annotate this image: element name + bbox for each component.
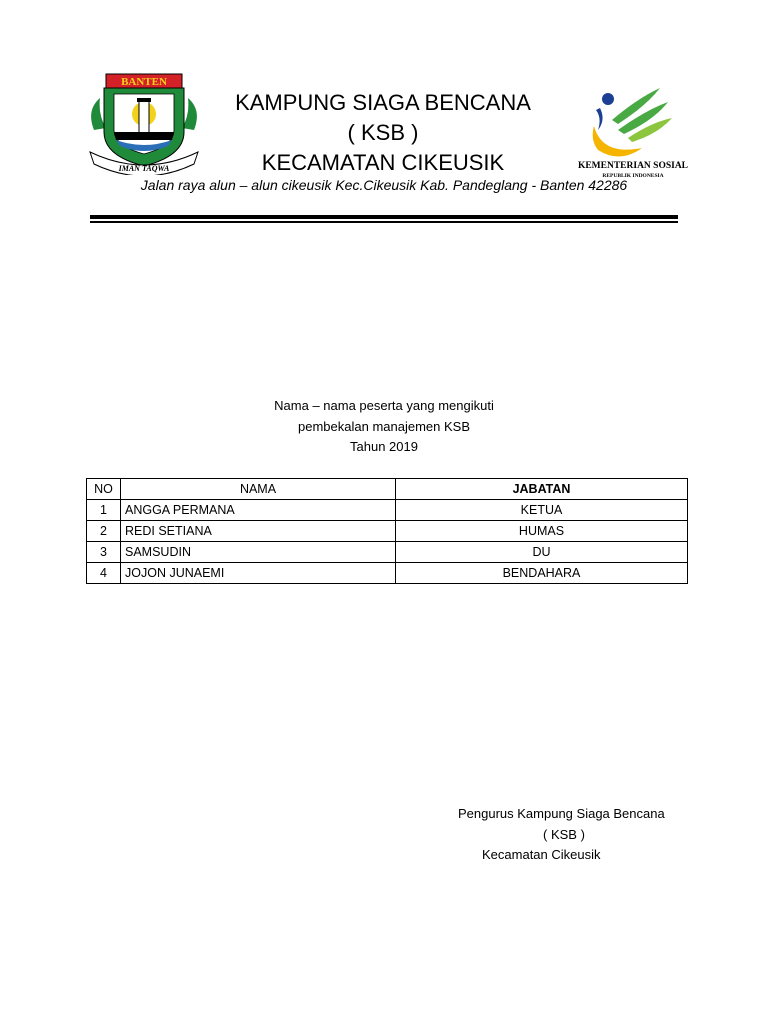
address-line: Jalan raya alun – alun cikeusik Kec.Cikeusik Kab. Pandeglang - Banten 42286 <box>140 177 628 193</box>
table-row <box>87 563 688 584</box>
header-divider-thin <box>90 221 678 223</box>
cell-no: 3 <box>87 542 121 563</box>
header-nama: NAMA <box>121 479 396 500</box>
table-row <box>87 542 688 563</box>
header-no: NO <box>87 479 121 500</box>
table-row <box>87 500 688 521</box>
cell-jabatan: KETUA <box>396 500 688 521</box>
cell-no: 2 <box>87 521 121 542</box>
cell-no: 1 <box>87 500 121 521</box>
title-line-3: KECAMATAN CIKEUSIK <box>261 150 505 175</box>
signature-line-1: Pengurus Kampung Siaga Bencana <box>458 806 665 821</box>
table-header-row <box>87 479 688 500</box>
banten-ribbon-text: IMAN TAQWA <box>118 164 170 173</box>
cell-nama: JOJON JUNAEMI <box>121 563 396 584</box>
cell-jabatan: HUMAS <box>396 521 688 542</box>
cell-jabatan: DU <box>396 542 688 563</box>
cell-no: 4 <box>87 563 121 584</box>
kemensos-name-text: KEMENTERIAN SOSIAL <box>577 161 689 171</box>
cell-jabatan: BENDAHARA <box>396 563 688 584</box>
table-row <box>87 521 688 542</box>
header-jabatan: JABATAN <box>396 479 688 500</box>
signature-line-3: Kecamatan Cikeusik <box>482 847 601 862</box>
kemensos-sub-text: REPUBLIK INDONESIA <box>602 173 664 179</box>
signature-line-2: ( KSB ) <box>543 827 585 842</box>
intro-line-3: Tahun 2019 <box>350 439 418 454</box>
kemensos-logo <box>568 80 698 180</box>
participants-table <box>86 478 688 584</box>
cell-nama: ANGGA PERMANA <box>121 500 396 521</box>
header-divider-thick <box>90 215 678 219</box>
title-line-1: KAMPUNG SIAGA BENCANA <box>235 90 531 115</box>
banten-banner-text: BANTEN <box>121 76 167 88</box>
cell-nama: REDI SETIANA <box>121 521 396 542</box>
intro-line-2: pembekalan manajemen KSB <box>298 419 470 434</box>
cell-nama: SAMSUDIN <box>121 542 396 563</box>
intro-line-1: Nama – nama peserta yang mengikuti <box>274 398 494 413</box>
title-line-2: ( KSB ) <box>347 120 419 145</box>
